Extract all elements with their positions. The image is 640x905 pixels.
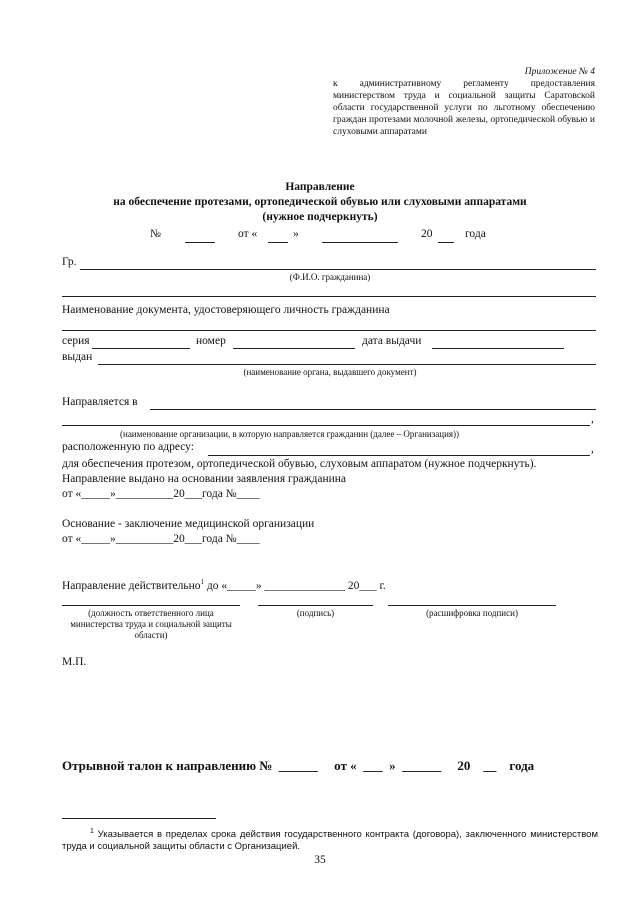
doc-number-label: номер bbox=[196, 335, 226, 347]
title-line2: на обеспечение протезами, ортопедической обувью или слуховыми аппаратами bbox=[113, 196, 527, 208]
year-blank bbox=[438, 242, 454, 243]
basis-medical-date: от «_____»__________20___года №____ bbox=[62, 533, 260, 545]
citizen-line2 bbox=[62, 296, 596, 297]
annex-number: Приложение № 4 bbox=[524, 67, 595, 77]
address-label: расположенную по адресу: bbox=[62, 441, 194, 453]
decode-caption: (расшифровка подписи) bbox=[426, 608, 518, 618]
sent-line2 bbox=[62, 425, 590, 426]
footnote-text: Указывается в пределах срока действия государственного контракта (договора), заключенного министерством труда и социальной защиты области с Организацией. bbox=[62, 829, 599, 853]
number-sign: № bbox=[150, 228, 161, 240]
citizen-caption: (Ф.И.О. гражданина) bbox=[289, 272, 371, 282]
issue-date-label: дата выдачи bbox=[362, 335, 422, 347]
title-line3: (нужное подчеркнуть) bbox=[262, 211, 378, 223]
month-blank bbox=[322, 242, 398, 243]
stamp-place: М.П. bbox=[62, 656, 87, 668]
year-prefix: 20 bbox=[421, 228, 433, 240]
sign-line bbox=[258, 605, 373, 606]
address-line bbox=[208, 455, 590, 456]
validity-label: Направление действительно bbox=[62, 579, 201, 592]
basis-medical: Основание - заключение медицинской организации bbox=[62, 518, 315, 530]
sent-line bbox=[150, 409, 596, 410]
annex-block bbox=[333, 66, 595, 138]
validity-line bbox=[62, 578, 386, 592]
issued-label: выдан bbox=[62, 351, 93, 363]
annex-text: к административному регламенту предоставления министерством труда и социальной защиты Саратовской области государственной услуги по льготному обеспечению граждан протезами молочной железы, ортопедической обувью и слуховыми аппаратами bbox=[333, 79, 595, 137]
number-blank bbox=[185, 242, 215, 243]
citizen-label: Гр. bbox=[62, 256, 77, 268]
footnote-ref: 1 bbox=[200, 578, 205, 586]
date-open: от « bbox=[238, 228, 258, 240]
sign-caption: (подпись) bbox=[296, 608, 335, 618]
sent-caption: (наименование организации, в которую направляется гражданин (далее – Организация)) bbox=[120, 429, 460, 439]
series-label: серия bbox=[62, 335, 90, 347]
basis-application: Направление выдано на основании заявления гражданина bbox=[62, 473, 347, 485]
validity-to: до «_____» ______________ 20___ г. bbox=[206, 579, 386, 592]
position-caption: (должность ответственного лица министерства труда и социальной защиты области) bbox=[70, 608, 232, 640]
issued-caption: (наименование органа, выдавшего документ) bbox=[243, 367, 417, 377]
citizen-line bbox=[80, 269, 596, 270]
document-label: Наименование документа, удостоверяющего личность гражданина bbox=[62, 304, 390, 316]
issue-date-blank bbox=[432, 348, 564, 349]
sent-comma: , bbox=[591, 413, 594, 425]
footnote-mark: 1 bbox=[90, 828, 94, 835]
page-number: 35 bbox=[314, 854, 326, 866]
sent-label: Направляется в bbox=[62, 396, 138, 408]
day-blank bbox=[268, 242, 288, 243]
document-line bbox=[62, 330, 596, 331]
basis-application-date: от «_____»__________20___года №____ bbox=[62, 488, 260, 500]
position-line bbox=[62, 605, 240, 606]
issued-line bbox=[98, 364, 596, 365]
year-word: года bbox=[465, 228, 486, 240]
purpose-text: для обеспечения протезом, ортопедической обувью, слуховым аппаратом (нужное подчеркнуть). bbox=[62, 458, 537, 470]
title-line1: Направление bbox=[285, 181, 355, 193]
series-blank bbox=[92, 348, 190, 349]
stub-line: Отрывной талон к направлению № ______ от « ___ » ______ 20 __ года bbox=[62, 758, 535, 773]
footnote bbox=[62, 826, 598, 853]
decode-line bbox=[388, 605, 556, 606]
date-close: » bbox=[293, 228, 299, 240]
footnote-separator bbox=[62, 818, 216, 819]
address-comma: , bbox=[591, 443, 594, 455]
doc-number-blank bbox=[233, 348, 355, 349]
